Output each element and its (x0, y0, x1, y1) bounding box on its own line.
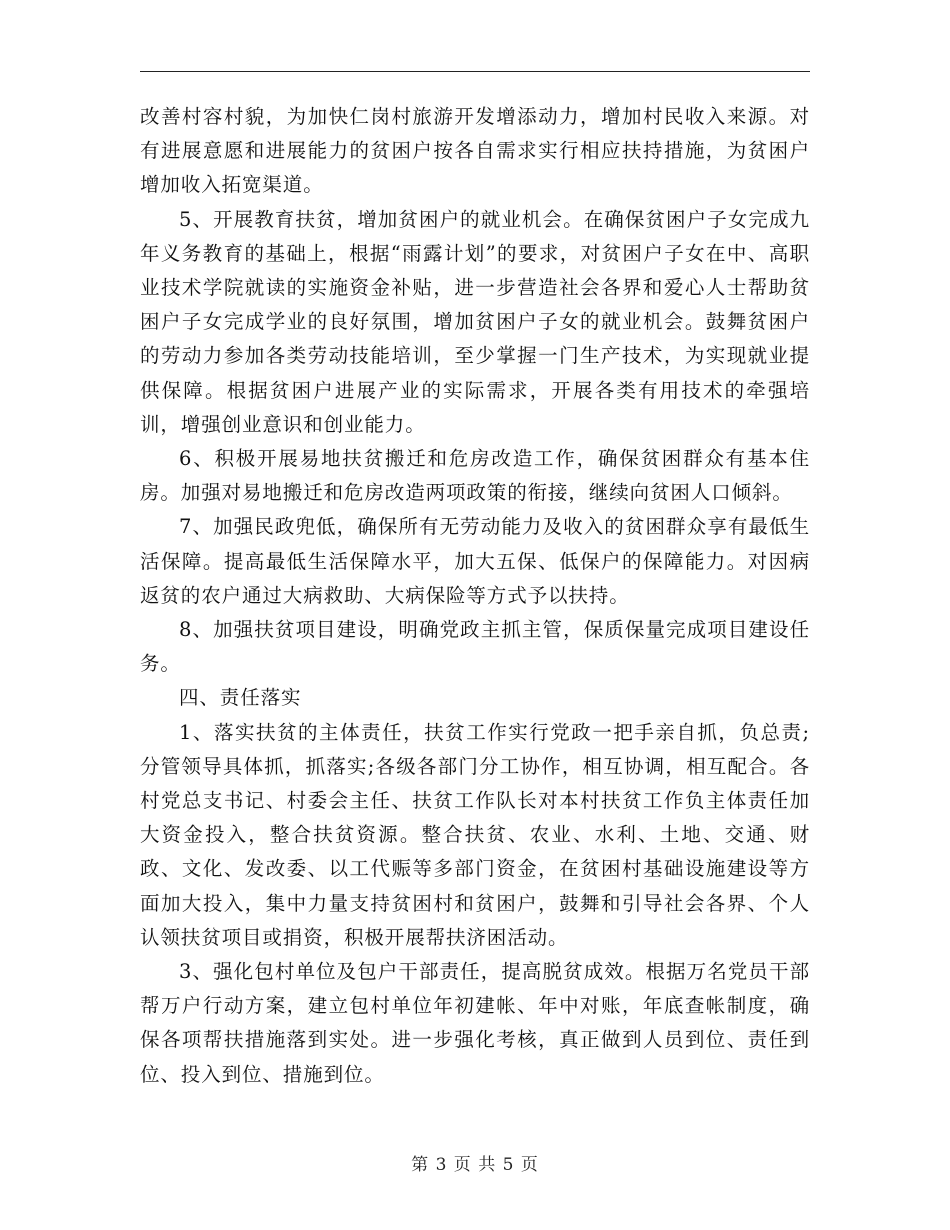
document-body (140, 100, 810, 1092)
page-number-footer: 第 3 页 共 5 页 (411, 1155, 539, 1175)
paragraph-5: 8、加强扶贫项目建设，明确党政主抓主管，保质保量完成项目建设任务。 (140, 618, 810, 676)
paragraph-8: 3、强化包村单位及包户干部责任，提高脱贫成效。根据万名党员干部帮万户行动方案，建立包村单位年初建帐、年中对账，年底查帐制度，确保各项帮扶措施落到实处。进一步强化考核，真正做到人员到位、责任到位、投入到位、措施到位。 (140, 960, 810, 1086)
paragraph-7: 1、落实扶贫的主体责任，扶贫工作实行党政一把手亲自抓，负总责;分管领导具体抓，抓落实;各级各部门分工协作，相互协调，相互配合。各村党总支书记、村委会主任、扶贫工作队长对本村扶贫工作负主体责任加大资金投入，整合扶贫资源。整合扶贫、农业、水利、土地、交通、财政、文化、发改委、以工代赈等多部门资金，在贫困村基础设施建设等方面加大投入，集中力量支持贫困村和贫困户，鼓舞和引导社会各界、个人认领扶贫项目或捐资，积极开展帮扶济困活动。 (140, 720, 810, 949)
header-rule (140, 71, 810, 72)
section-heading: 四、责任落实 (179, 686, 302, 710)
paragraph-1: 改善村容村貌，为加快仁岗村旅游开发增添动力，增加村民收入来源。对有进展意愿和进展能力的贫困户按各自需求实行相应扶持措施，为贫困户增加收入拓宽渠道。 (140, 105, 810, 197)
paragraph-2: 5、开展教育扶贫，增加贫困户的就业机会。在确保贫困户子女完成九年义务教育的基础上，根据“雨露计划”的要求，对贫困户子女在中、高职业技术学院就读的实施资金补贴，进一步营造社会各界和爱心人士帮助贫困户子女完成学业的良好氛围，增加贫困户子女的就业机会。鼓舞贫困户的劳动力参加各类劳动技能培训，至少掌握一门生产技术，为实现就业提供保障。根据贫困户进展产业的实际需求，开展各类有用技术的牵强培训，增强创业意识和创业能力。 (140, 207, 810, 436)
paragraph-3: 6、积极开展易地扶贫搬迁和危房改造工作，确保贫困群众有基本住房。加强对易地搬迁和危房改造两项政策的衔接，继续向贫困人口倾斜。 (140, 447, 810, 505)
paragraph-4: 7、加强民政兜低，确保所有无劳动能力及收入的贫困群众享有最低生活保障。提高最低生活保障水平，加大五保、低保户的保障能力。对因病返贫的农户通过大病救助、大病保险等方式予以扶持。 (140, 515, 810, 607)
